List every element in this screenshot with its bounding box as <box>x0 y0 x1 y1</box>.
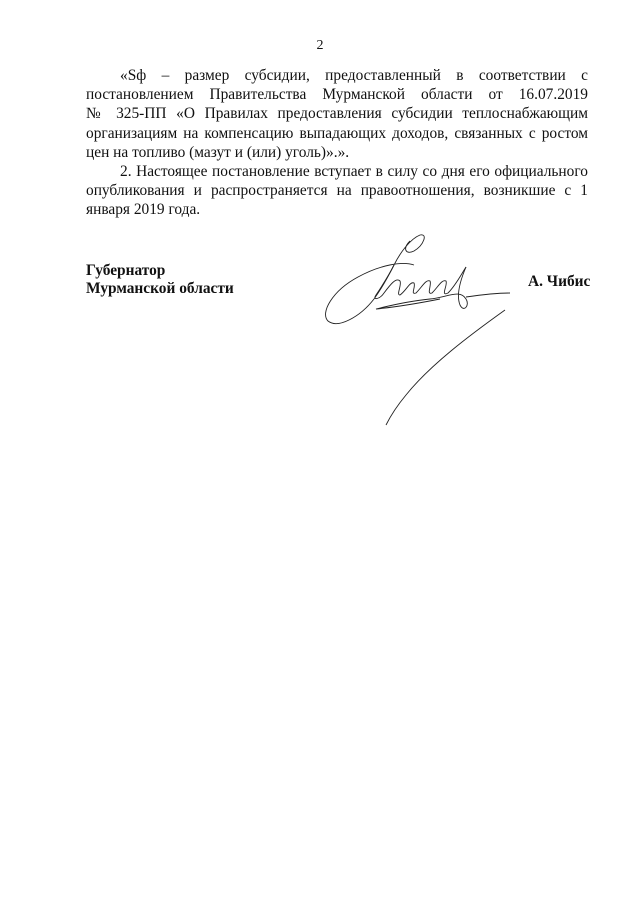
signer-position-line2: Мурманской области <box>86 280 234 297</box>
signer-name: А. Чибис <box>528 273 591 290</box>
text-line: постановлением Правительства Мурманской области от 16.07.2019 <box>86 86 588 104</box>
text-line: организациям на компенсацию выпадающих доходов, связанных с ростом <box>86 124 588 142</box>
signer-position <box>86 262 234 298</box>
text-line: № 325-ПП «О Правилах предоставления субсидии теплоснабжающим <box>86 105 588 123</box>
text-line: «Sф – размер субсидии, предоставленный в соответствии с <box>120 67 588 84</box>
text-line: цен на топливо (мазут и (или) уголь)».». <box>86 143 350 161</box>
page-number: 2 <box>316 38 324 53</box>
handwritten-signature-icon <box>310 225 510 435</box>
text-line: 2. Настоящее постановление вступает в силу со дня его официального <box>120 163 588 180</box>
text-line: опубликования и распространяется на правоотношения, возникшие с 1 <box>86 182 588 200</box>
paragraph-effective-date <box>86 162 588 220</box>
signer-position-line1: Губернатор <box>86 262 166 279</box>
text-line: января 2019 года. <box>86 201 201 219</box>
paragraph-definition <box>86 66 588 162</box>
